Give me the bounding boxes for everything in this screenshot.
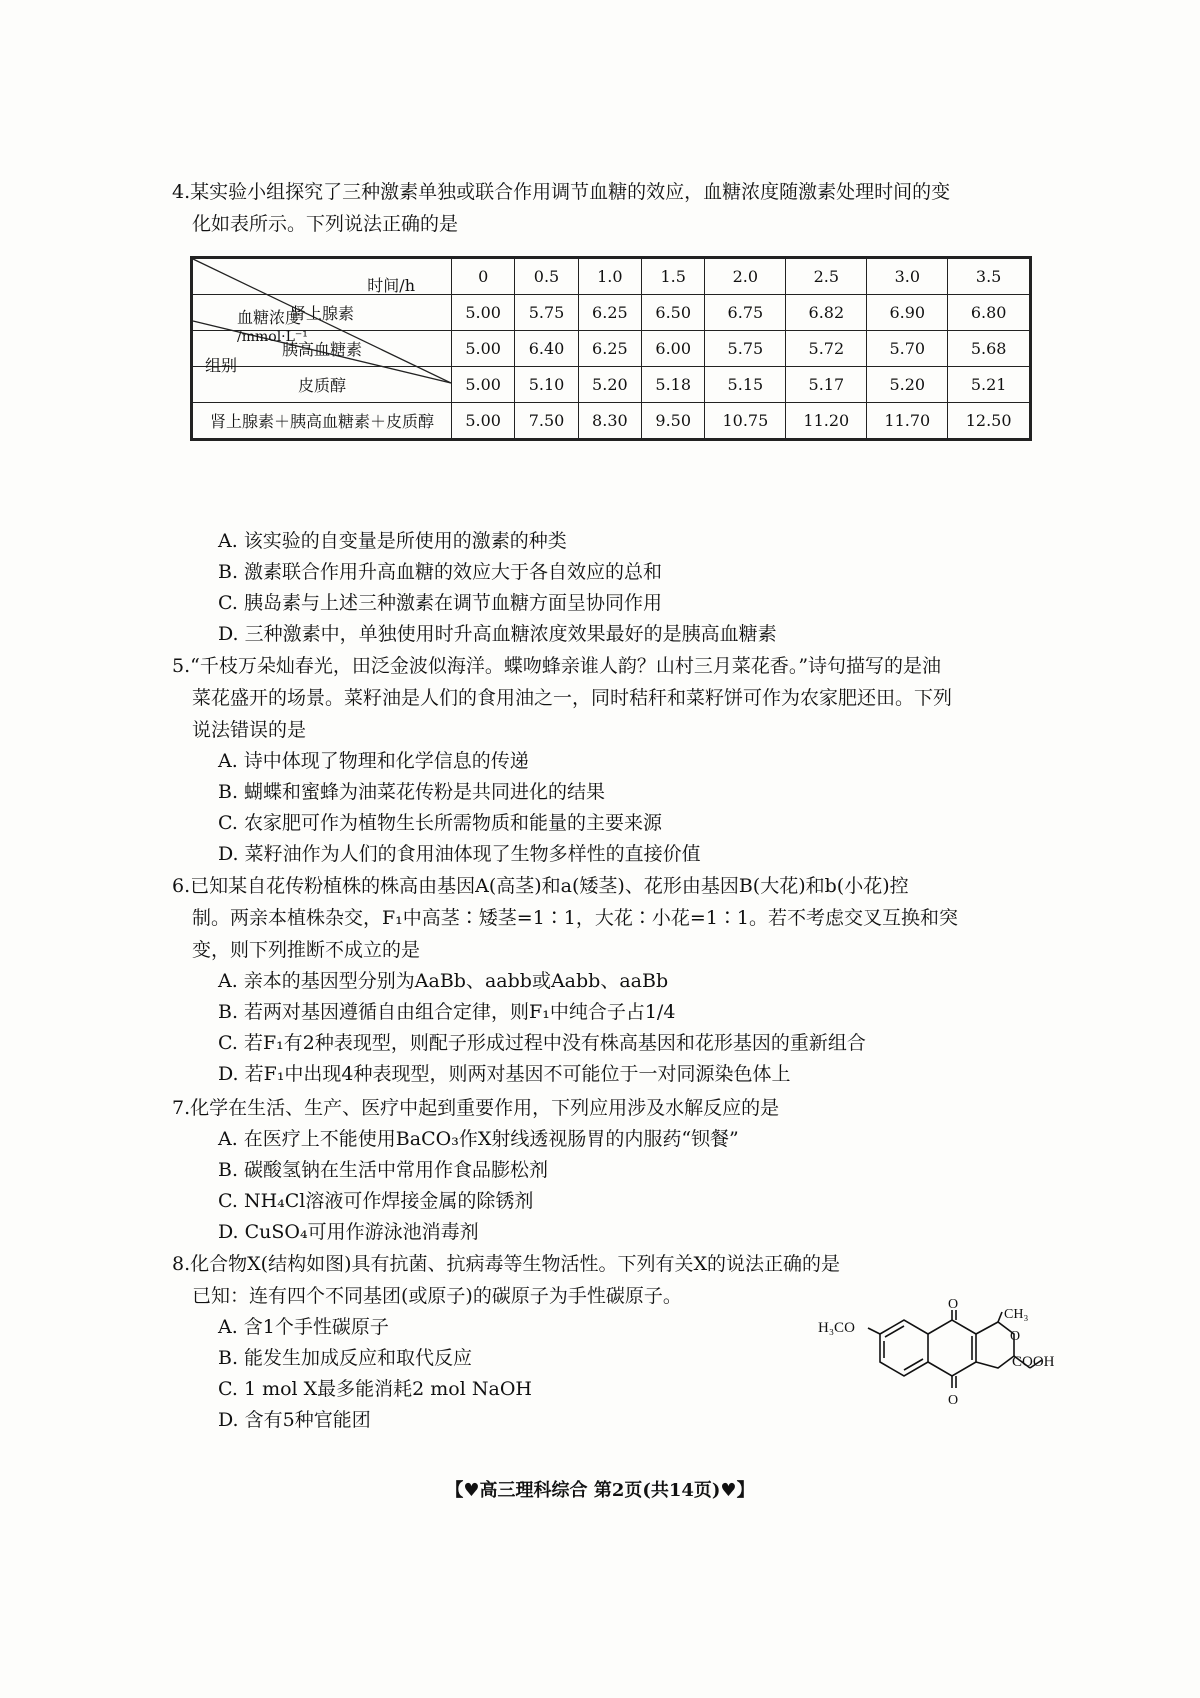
q4-option-a: A. 该实验的自变量是所使用的激素的种类 <box>218 530 567 552</box>
value-cell: 7.50 <box>515 403 578 440</box>
methoxy-label: H₃CO <box>818 1320 855 1336</box>
value-cell: 5.75 <box>515 295 578 331</box>
group-cell: 胰高血糖素 <box>192 331 452 367</box>
group-cell: 肾上腺素 <box>192 295 452 331</box>
value-cell: 5.18 <box>642 367 705 403</box>
q6-stem-line1: 6.已知某自花传粉植株的株高由基因A(高茎)和a(矮茎)、花形由基因B(大花)和b(小花)控 <box>172 875 909 897</box>
question-8-stem <box>172 1248 1052 1312</box>
value-cell: 10.75 <box>705 403 786 440</box>
value-cell: 5.20 <box>578 367 641 403</box>
ring-oxygen-label: O <box>1010 1329 1021 1344</box>
value-cell: 5.00 <box>452 295 515 331</box>
group-cell: 肾上腺素＋胰高血糖素＋皮质醇 <box>192 403 452 440</box>
value-cell: 6.82 <box>786 295 867 331</box>
value-cell: 5.20 <box>867 367 948 403</box>
q7-stem-line1: 7.化学在生活、生产、医疗中起到重要作用，下列应用涉及水解反应的是 <box>172 1097 780 1119</box>
q8-option-a: A. 含1个手性碳原子 <box>218 1316 389 1338</box>
q5-option-a: A. 诗中体现了物理和化学信息的传递 <box>218 750 529 772</box>
q4-option-c: C. 胰岛素与上述三种激素在调节血糖方面呈协同作用 <box>218 592 662 614</box>
question-6-stem <box>172 870 1052 966</box>
q6-option-d: D. 若F₁中出现4种表现型，则两对基因不可能位于一对同源染色体上 <box>218 1063 791 1085</box>
header-time: 时间/h <box>367 276 415 295</box>
carboxyl-label: COOH <box>1012 1354 1055 1370</box>
time-cell: 1.5 <box>642 258 705 295</box>
q4-options <box>218 526 777 650</box>
methyl-label: CH₃ <box>1004 1307 1029 1322</box>
value-cell: 5.70 <box>867 331 948 367</box>
page-footer: 【♥高三理科综合 第2页(共14页)♥】 <box>445 1480 755 1501</box>
group-cell: 皮质醇 <box>192 367 452 403</box>
time-cell: 0 <box>452 258 515 295</box>
q8-options <box>218 1312 532 1436</box>
time-cell: 1.0 <box>578 258 641 295</box>
value-cell: 6.80 <box>948 295 1031 331</box>
value-cell: 6.90 <box>867 295 948 331</box>
q5-option-c: C. 农家肥可作为植物生长所需物质和能量的主要来源 <box>218 812 662 834</box>
value-cell: 11.20 <box>786 403 867 440</box>
time-cell: 2.0 <box>705 258 786 295</box>
value-cell: 6.25 <box>578 331 641 367</box>
q5-stem-line1: 5.“千枝万朵灿春光，田泛金波似海洋。蝶吻蜂亲谁人韵？山村三月菜花香。”诗句描写的是油 <box>172 655 942 677</box>
q4-option-d: D. 三种激素中，单独使用时升高血糖浓度效果最好的是胰高血糖素 <box>218 623 777 645</box>
carbonyl-o-top: O <box>948 1297 959 1312</box>
value-cell: 5.00 <box>452 367 515 403</box>
header-conc: 血糖浓度 <box>237 308 302 327</box>
q5-options <box>218 746 701 870</box>
value-cell: 6.40 <box>515 331 578 367</box>
q8-option-b: B. 能发生加成反应和取代反应 <box>218 1347 473 1369</box>
value-cell: 5.75 <box>705 331 786 367</box>
value-cell: 5.68 <box>948 331 1031 367</box>
time-cell: 0.5 <box>515 258 578 295</box>
q7-option-c: C. NH₄Cl溶液可作焊接金属的除锈剂 <box>218 1190 534 1212</box>
q6-option-a: A. 亲本的基因型分别为AaBb、aabb或Aabb、aaBb <box>218 970 669 992</box>
carbonyl-o-bottom: O <box>948 1393 959 1408</box>
value-cell: 5.10 <box>515 367 578 403</box>
value-cell: 5.00 <box>452 331 515 367</box>
time-cell: 3.0 <box>867 258 948 295</box>
q8-option-c: C. 1 mol X最多能消耗2 mol NaOH <box>218 1378 532 1400</box>
q6-option-c: C. 若F₁有2种表现型，则配子形成过程中没有株高基因和花形基因的重新组合 <box>218 1032 866 1054</box>
compound-x-structure <box>818 1297 1058 1418</box>
table-row <box>192 403 1031 440</box>
value-cell: 5.00 <box>452 403 515 440</box>
q4-option-b: B. 激素联合作用升高血糖的效应大于各自效应的总和 <box>218 561 663 583</box>
q8-stem-line1: 8.化合物X(结构如图)具有抗菌、抗病毒等生物活性。下列有关X的说法正确的是 <box>172 1253 841 1275</box>
q5-option-b: B. 蝴蝶和蜜蜂为油菜花传粉是共同进化的结果 <box>218 781 606 803</box>
value-cell: 6.00 <box>642 331 705 367</box>
value-cell: 8.30 <box>578 403 641 440</box>
q8-stem-line2: 已知：连有四个不同基团(或原子)的碳原子为手性碳原子。 <box>192 1285 682 1307</box>
time-cell: 2.5 <box>786 258 867 295</box>
table-header-row <box>192 258 1031 295</box>
value-cell: 5.72 <box>786 331 867 367</box>
q7-option-d: D. CuSO₄可用作游泳池消毒剂 <box>218 1221 479 1243</box>
value-cell: 5.17 <box>786 367 867 403</box>
blood-glucose-table <box>190 256 1032 441</box>
q5-stem-line3: 说法错误的是 <box>192 719 307 741</box>
value-cell: 9.50 <box>642 403 705 440</box>
q6-stem-line3: 变，则下列推断不成立的是 <box>192 939 421 961</box>
q6-stem-line2: 制。两亲本植株杂交，F₁中高茎∶矮茎=1∶1，大花∶小花=1∶1。若不考虑交叉互换和突 <box>192 907 958 929</box>
q6-option-b: B. 若两对基因遵循自由组合定律，则F₁中纯合子占1/4 <box>218 1001 676 1023</box>
value-cell: 6.75 <box>705 295 786 331</box>
q5-stem-line2: 菜花盛开的场景。菜籽油是人们的食用油之一，同时秸秆和菜籽饼可作为农家肥还田。下列 <box>192 687 953 709</box>
question-7-stem <box>172 1092 1052 1124</box>
time-cell: 3.5 <box>948 258 1031 295</box>
value-cell: 5.21 <box>948 367 1031 403</box>
question-4-stem <box>172 176 1052 240</box>
question-5-stem <box>172 650 1052 746</box>
q4-stem-line2: 化如表所示。下列说法正确的是 <box>192 213 459 235</box>
value-cell: 11.70 <box>867 403 948 440</box>
q6-options <box>218 966 866 1090</box>
header-unit: /mmol·L⁻¹ <box>237 329 308 345</box>
q7-option-b: B. 碳酸氢钠在生活中常用作食品膨松剂 <box>218 1159 549 1181</box>
value-cell: 6.50 <box>642 295 705 331</box>
header-group: 组别 <box>205 356 238 375</box>
q7-option-a: A. 在医疗上不能使用BaCO₃作X射线透视肠胃的内服药“钡餐” <box>218 1128 739 1150</box>
q4-stem-line1: 4.某实验小组探究了三种激素单独或联合作用调节血糖的效应，血糖浓度随激素处理时间的变 <box>172 181 951 203</box>
value-cell: 6.25 <box>578 295 641 331</box>
q7-options <box>218 1124 739 1248</box>
q8-option-d: D. 含有5种官能团 <box>218 1409 371 1431</box>
value-cell: 5.15 <box>705 367 786 403</box>
value-cell: 12.50 <box>948 403 1031 440</box>
q5-option-d: D. 菜籽油作为人们的食用油体现了生物多样性的直接价值 <box>218 843 701 865</box>
